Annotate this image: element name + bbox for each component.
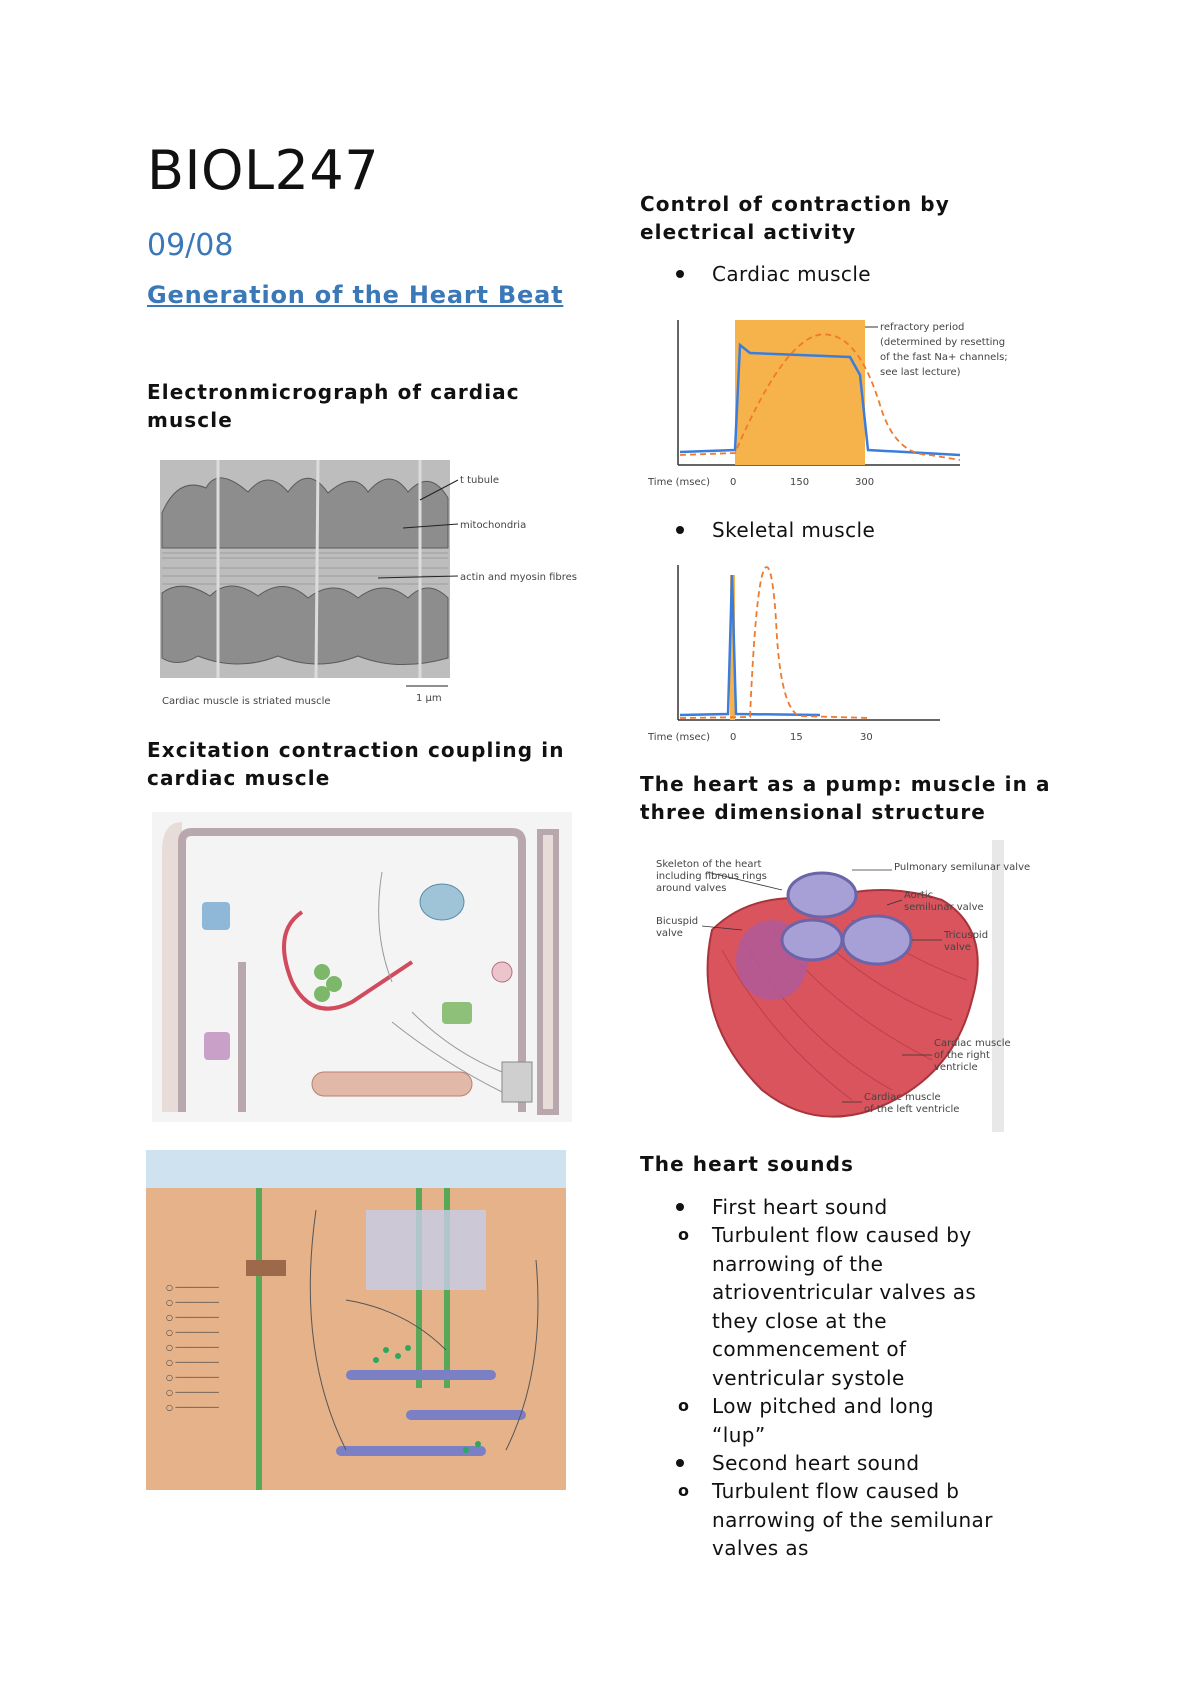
second-sound-label: Second heart sound [712, 1451, 920, 1475]
skeletal-tick-15: 15 [790, 732, 803, 743]
refractory-label-2: (determined by resetting [880, 337, 1006, 348]
first-sound-sublist [640, 1221, 1060, 1449]
second-sound-detail-1: o Turbulent flow caused b narrowing of the semilunar valves as [640, 1477, 1002, 1563]
cardiac-tick-150: 150 [790, 477, 810, 488]
heading-heart-pump: The heart as a pump: muscle in a three dimensional structure [640, 772, 1051, 824]
heading-electronmicrograph: Electronmicrograph of cardiac muscle [147, 380, 520, 432]
micrograph-caption: Cardiac muscle is striated muscle [162, 696, 331, 707]
skeletal-action-potential-chart [640, 560, 940, 750]
heart-label-tricuspid-2: valve [944, 942, 971, 953]
skeletal-tick-30: 30 [860, 732, 873, 743]
heart-label-right-v-2: of the right [934, 1050, 990, 1061]
heart-label-tricuspid-1: Tricuspid [944, 930, 989, 941]
heart-label-right-v-1: Cardiac muscle [934, 1038, 1011, 1049]
label-t-tubule: t tubule [460, 475, 499, 486]
heading-control-contraction: Control of contraction by electrical activity [640, 192, 950, 244]
micrograph-figure [158, 458, 578, 708]
bullet-list-skeletal [640, 516, 1060, 544]
ec-coupling-detail-diagram [146, 1150, 566, 1490]
heading-heart-sounds: The heart sounds [640, 1152, 855, 1176]
cardiac-xlabel: Time (msec) [648, 477, 711, 488]
refractory-label-3: of the fast Na+ channels; [880, 352, 1008, 363]
heading-excitation: Excitation contraction coupling in cardiac muscle [147, 738, 565, 790]
svg-text:○ ─────────: ○ ───────── [166, 1388, 219, 1397]
refractory-label-4: see last lecture) [880, 367, 961, 378]
bullet-first-heart-sound [640, 1193, 1060, 1449]
heart-sounds-list [640, 1193, 1060, 1563]
first-sound-label: First heart sound [712, 1195, 888, 1219]
first-sound-detail-1: o Turbulent flow caused by narrowing of the atrioventricular valves as they close at the commencement of ventricular systole [640, 1221, 977, 1392]
svg-text:○ ─────────: ○ ───────── [166, 1373, 219, 1382]
heart-label-pulmonary: Pulmonary semilunar valve [894, 862, 1031, 873]
bullet-second-heart-sound [640, 1449, 1060, 1563]
heart-label-right-v-3: ventricle [934, 1062, 978, 1073]
svg-text:○ ─────────: ○ ───────── [166, 1313, 219, 1322]
skeletal-xlabel: Time (msec) [648, 732, 711, 743]
svg-text:○ ─────────: ○ ───────── [166, 1298, 219, 1307]
left-column [147, 140, 587, 312]
svg-text:○ ─────────: ○ ───────── [166, 1403, 219, 1412]
refractory-label-1: refractory period [880, 322, 965, 333]
second-sound-sublist [640, 1477, 1060, 1563]
heart-label-left-v-1: Cardiac muscle [864, 1092, 941, 1103]
document-title: BIOL247 [147, 139, 380, 202]
bullet-list-cardiac [640, 260, 1060, 288]
cardiac-action-potential-chart [640, 315, 1040, 495]
cardiac-tick-300: 300 [855, 477, 875, 488]
label-mitochondria: mitochondria [460, 520, 527, 531]
lecture-date: 09/08 [147, 228, 234, 263]
heart-label-aortic-2: semilunar valve [904, 902, 984, 913]
svg-text:○ ─────────: ○ ───────── [166, 1358, 219, 1367]
label-actin-myosin: actin and myosin fibres [460, 572, 578, 583]
bullet-skeletal-muscle: Skeletal muscle [640, 516, 1060, 544]
heart-label-skeleton-3: around valves [656, 883, 727, 894]
skeletal-tick-0: 0 [730, 732, 737, 743]
cardiac-tick-0: 0 [730, 477, 737, 488]
bullet-cardiac-muscle: Cardiac muscle [640, 260, 1060, 288]
heart-label-skeleton-1: Skeleton of the heart [656, 859, 762, 870]
skeletal-tension-trace [680, 567, 870, 718]
heart-label-bicuspid-1: Bicuspid [656, 916, 699, 927]
heart-3d-illustration [652, 840, 1031, 1132]
ec-coupling-diagram [152, 812, 572, 1122]
svg-text:○ ─────────: ○ ───────── [166, 1343, 219, 1352]
heart-label-skeleton-2: including fibrous rings [656, 871, 767, 882]
heart-label-bicuspid-2: valve [656, 928, 683, 939]
heart-label-left-v-2: of the left ventricle [864, 1104, 960, 1115]
lecture-title: Generation of the Heart Beat [147, 281, 564, 309]
first-sound-detail-2: o Low pitched and long “lup” [640, 1392, 977, 1449]
heart-label-aortic-1: Aortic [904, 890, 934, 901]
scale-bar-label: 1 μm [416, 693, 442, 704]
svg-text:○ ─────────: ○ ───────── [166, 1283, 219, 1292]
skeletal-ap-trace [680, 575, 820, 715]
svg-text:○ ─────────: ○ ───────── [166, 1328, 219, 1337]
